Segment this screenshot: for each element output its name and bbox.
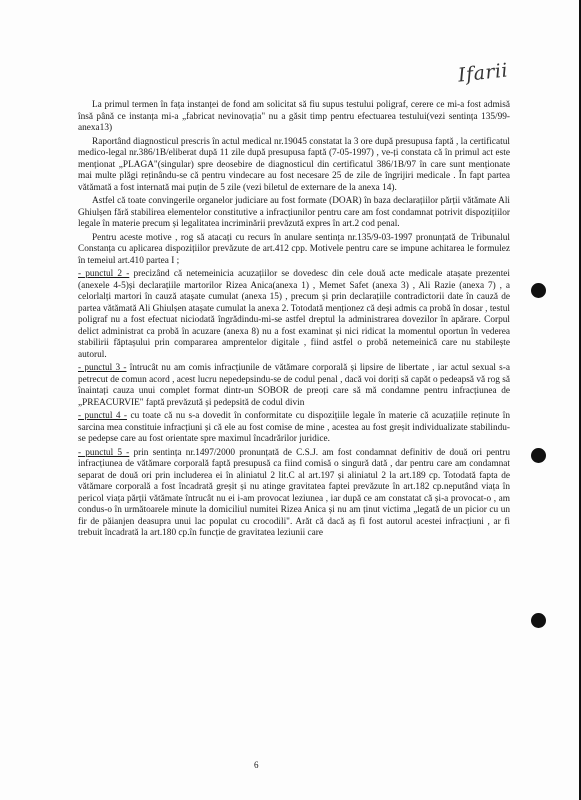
point-text: precizând că netemeinicia acuzațiilor se dovedesc din cele două acte medicale atașate prezentei (anexele 4-5)și declarațiile martorilor Rizea Anica(anexa 1) , Memet Safet (anexa 3) , Ali Razie (anexa 7) , a celorlalți martori în cauză atașate cumulat (anexa 15) , precum și prin declarațiile contradictorii date în cauză de partea vătămată Ali Ghiulșen atașate cumulat la anexa 2. Totodată menționez că deși admis ca probă în dosar , testul poligraf nu a fost efectuat niciodată îngrădindu-mi-se astfel dreptul la administrarea dovezilor în apărare. Corpul delict administrat ca probă în acuzare (anexa 8) nu a fost examinat și nici ridicat la momentul oportun în vederea stabilirii făptașului prin compararea amprentelor digitale , fiind astfel o probă netemeinică care nu stabilește autorul. xyxy=(78,269,510,360)
point-label: - punctul 3 - xyxy=(78,363,127,373)
point-label: - punctul 4 - xyxy=(78,411,128,421)
punch-hole xyxy=(531,448,546,463)
point-item xyxy=(78,411,510,446)
point-label: - punctul 5 - xyxy=(78,447,130,458)
paragraph: Raportând diagnosticul prescris în actul medical nr.19045 constatat la 3 ore după presupusa faptă , la certificatul medico-legal nr.386/1B/eliberat după 11 zile după presupusa faptă (7-05-1997) , ve-ți constata că în primul act este menționat „PLAGA"(singular) spre deosebire de diagnosticul din certificatul 386/1B/97 în care sunt menționate mai multe plăgi reținându-se că pentru vindecare au fost necesare 25 de zile de îngrijiri medicale . În fapt partea vătămată a fost internată mai puțin de 5 zile (vezi biletul de externare de la anexa 14). xyxy=(78,136,510,193)
punch-hole xyxy=(531,283,546,298)
point-item xyxy=(78,448,510,540)
document-body xyxy=(78,100,510,542)
punch-hole xyxy=(531,613,546,628)
point-text: întrucât nu am comis infracțiunile de vătămare corporală și lipsire de libertate , iar actul sexual s-a petrecut de comun acord , acest lucru nepedepsindu-se de codul penal , dacă voi doriți să capăt o pedeapsă vă rog să înaintați cauza unui complet format dintr-un SOBOR de preoți care să mă condamne pentru infracțiunea de „PREACURVIE" faptă prevăzută și pedepsită de codul divin xyxy=(78,363,511,408)
point-text: prin sentința nr.1497/2000 pronunțată de C.S.J. am fost condamnat definitiv de două ori pentru infracțiunea de vătămare corporală faptă presupusă ca fiind comisă o singură dată , dar pentru care am condamnat separat de două ori prin includerea ei în aliniatul 2 lit.C al art.197 și aliniatul 2 la art.189 cp. Totodată fapta de vătămare corporală a fost încadrată greșit și nu atinge gravitatea faptei prevăzute în art.182 cp.neputând viața în pericol viața părții vătămate întrucât nu ei i-am provocat leziunea , iar după ce am constatat că și-a provocat-o , am condus-o în următoarele minute la domiciliul numitei Rizea Anica și nu am ținut victima „legată de un picior cu un fir de păianjen deasupra unui lac populat cu crocodili". Arăt că dacă aș fi fost autorul acestei infracțiuni , ar fi trebuit încadrată la art.180 cp.în funcție de gravitatea leziunii care xyxy=(78,447,510,538)
point-item xyxy=(78,269,510,361)
handwritten-signature: Ifarii xyxy=(456,59,510,87)
point-label: - punctul 2 - xyxy=(78,269,130,279)
paragraph: Astfel că toate convingerile organelor judiciare au fost formate (DOAR) în baza declarațiilor părții vătămate Ali Ghiulșen fără stabilirea elementelor constitutive a infracțiunilor pentru care am fost condamnat potrivit dispozițiilor legale în materie precum și legalitatea incriminării prevăzută expres în art.2 cod penal. xyxy=(78,196,510,229)
paragraph: La primul termen în fața instanței de fond am solicitat să fiu supus testului poligraf, cerere ce mi-a fost admisă însă până ce instanța mi-a „fabricat nevinovația" nu a găsit timp pentru efectuarea testului(vezi sentința 135/99-anexa13) xyxy=(78,100,510,133)
page-number: 6 xyxy=(254,760,259,770)
paragraph: Pentru aceste motive , rog să atacați cu recurs în anulare sentința nr.135/9-03-1997 pronunțată de Tribunalul Constanța cu aplicarea dispozițiilor prevăzute de art.412 cpp. Motivele pentru care se impune achitarea le formulez în temeiul art.410 partea I ; xyxy=(78,232,510,266)
point-text: cu toate că nu s-a dovedit în conformitate cu dispozițiile legale în materie că acuzațiile reținute în sarcina mea constituie infracțiuni și că ele au fost comise de mine , acestea au fost greșit individualizate stabilindu-se pedepse care au fost orientate spre maximul încadrărilor juridice. xyxy=(78,411,511,444)
point-item xyxy=(78,363,510,409)
